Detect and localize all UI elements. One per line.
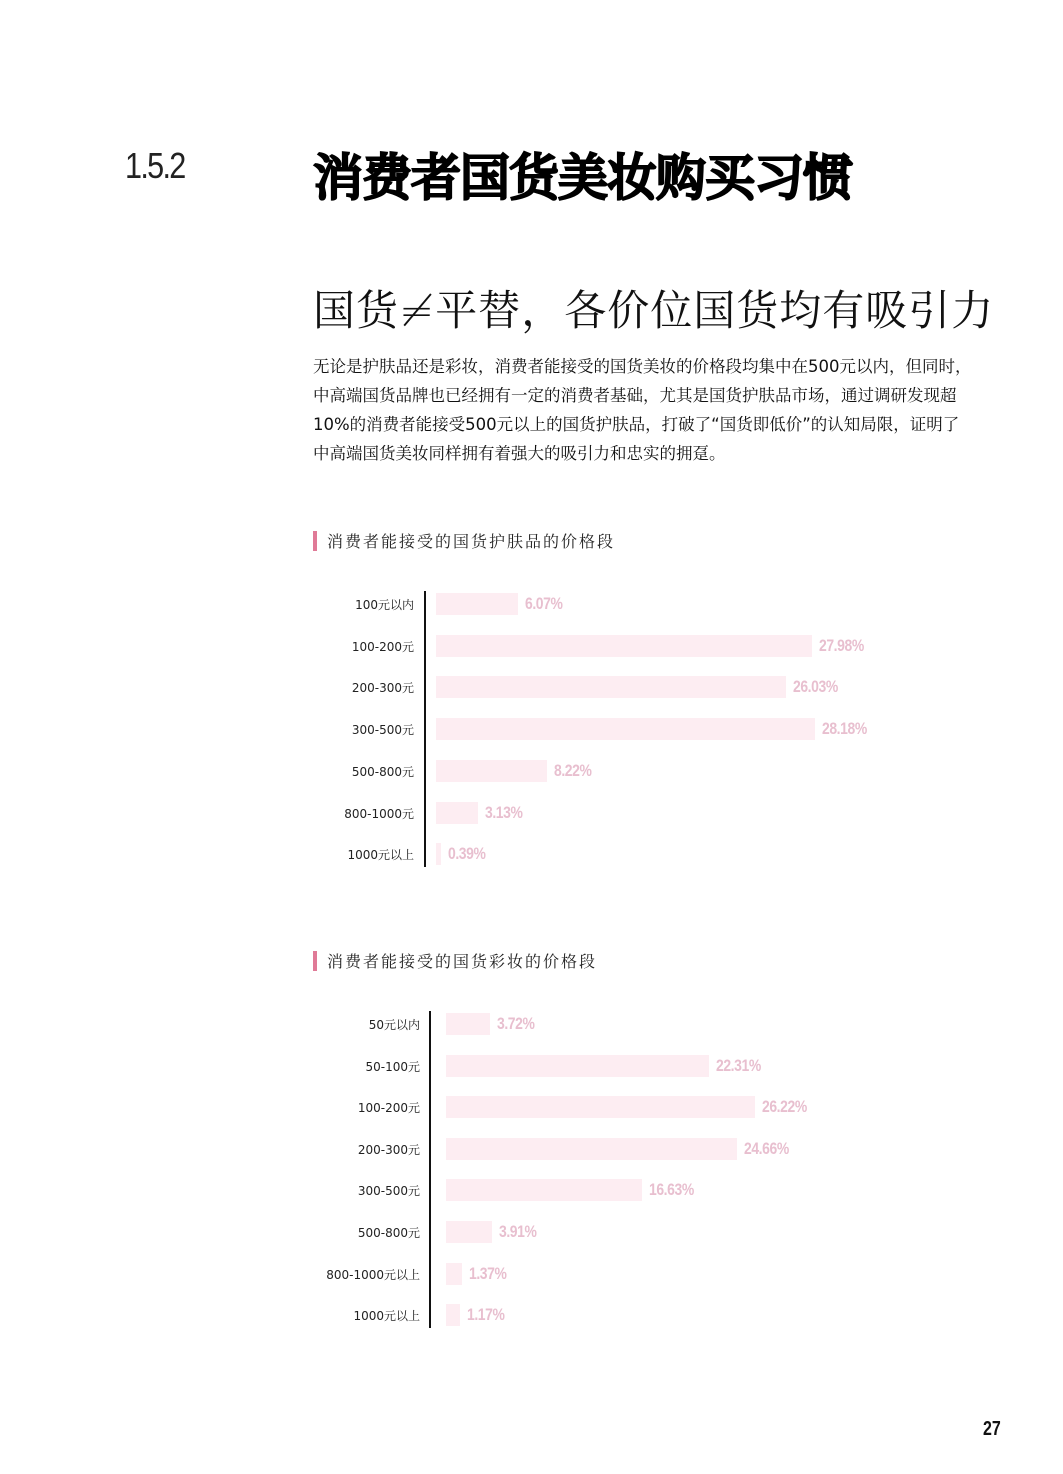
y-axis-line (429, 1011, 431, 1328)
data-bar (446, 1179, 642, 1201)
data-bar (436, 802, 478, 824)
category-label: 50元以内 (368, 1018, 420, 1032)
y-axis-line (424, 591, 426, 867)
accent-bar-icon (313, 951, 317, 971)
value-label: 26.22% (762, 1097, 808, 1117)
value-label: 16.63% (649, 1180, 695, 1200)
chart-title-makeup (313, 949, 597, 972)
data-bar (446, 1138, 737, 1160)
body-line: 中高端国货美妆同样拥有着强大的吸引力和忠实的拥趸。 (313, 444, 726, 463)
category-label: 200-300元 (351, 681, 414, 696)
data-bar (446, 1055, 709, 1077)
chart-title-skincare (313, 529, 615, 552)
body-line: 中高端国货品牌也已经拥有一定的消费者基础，尤其是国货护肤品市场，通过调研发现超 (313, 386, 957, 405)
data-bar (446, 1263, 462, 1285)
value-label: 22.31% (716, 1055, 762, 1075)
category-label: 1000元以上 (347, 848, 414, 863)
category-label: 300-500元 (351, 723, 414, 738)
category-label: 50-100元 (365, 1059, 420, 1074)
category-label: 100元以内 (355, 598, 414, 612)
value-label: 1.37% (469, 1263, 507, 1283)
category-label: 100-200元 (357, 1101, 420, 1116)
data-bar (446, 1013, 490, 1035)
page-title: 消费者国货美妆购买习惯 (313, 149, 852, 207)
data-bar (446, 1304, 460, 1326)
chart-title-label: 消费者能接受的国货护肤品的价格段 (327, 532, 616, 551)
value-label: 28.18% (822, 719, 867, 739)
data-bar (446, 1221, 492, 1243)
data-bar (446, 1096, 755, 1118)
category-label: 800-1000元以上 (326, 1267, 420, 1282)
value-label: 26.03% (793, 677, 838, 697)
category-label: 500-800元 (357, 1226, 420, 1240)
body-line: 无论是护肤品还是彩妆，消费者能接受的国货美妆的价格段均集中在500元以内，但同时， (313, 357, 972, 376)
value-label: 8.22% (553, 760, 592, 780)
value-label: 6.07% (524, 594, 563, 613)
page-number: 27 (983, 1418, 1001, 1440)
value-label: 24.66% (743, 1138, 789, 1158)
category-label: 200-300元 (357, 1142, 420, 1157)
category-label: 300-500元 (357, 1184, 420, 1199)
value-label: 1.17% (466, 1305, 505, 1325)
category-label: 1000元以上 (353, 1309, 420, 1324)
chart-title-label: 消费者能接受的国货彩妆的价格段 (327, 952, 598, 971)
data-bar (436, 593, 518, 615)
value-label: 3.91% (499, 1222, 537, 1241)
data-bar (436, 760, 547, 782)
subtitle: 国货≠平替，各价位国货均有吸引力 (313, 286, 995, 335)
value-label: 27.98% (819, 635, 865, 655)
data-bar (436, 676, 786, 698)
data-bar (436, 718, 815, 740)
data-bar (436, 635, 812, 657)
body-paragraph (313, 352, 983, 468)
section-number: 1.5.2 (125, 145, 185, 186)
accent-bar-icon (313, 531, 317, 551)
data-bar (436, 843, 441, 865)
category-label: 500-800元 (351, 764, 414, 779)
category-label: 800-1000元 (344, 806, 414, 821)
value-label: 3.13% (485, 802, 523, 822)
category-label: 100-200元 (351, 639, 414, 654)
value-label: 3.72% (496, 1014, 535, 1033)
value-label: 0.39% (448, 844, 486, 864)
body-line: 10%的消费者能接受500元以上的国货护肤品，打破了“国货即低价”的认知局限，证明了 (313, 415, 960, 434)
